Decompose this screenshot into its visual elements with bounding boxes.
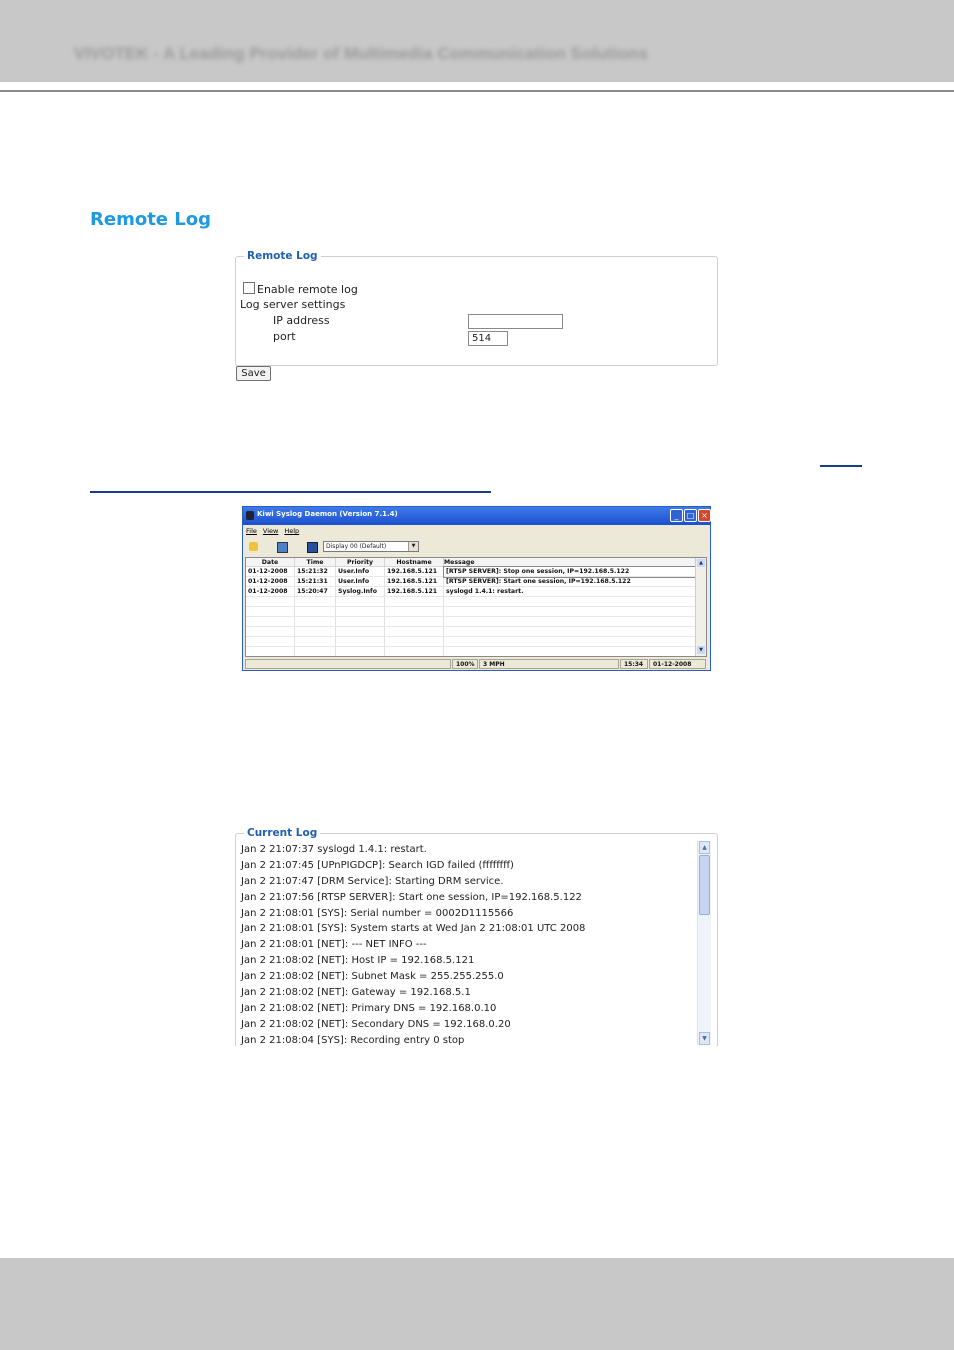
log-line: Jan 2 21:08:01 [SYS]: System starts at Wed Jan 2 21:08:01 UTC 2008	[241, 923, 586, 935]
log-line: Jan 2 21:07:45 [UPnPIGDCP]: Search IGD failed (ffffffff)	[241, 859, 514, 871]
scroll-down-icon[interactable]: ▼	[697, 646, 705, 654]
log-line: Jan 2 21:08:02 [NET]: Primary DNS = 192.168.0.10	[241, 1002, 497, 1014]
display-select-value: Display 00 (Default)	[326, 543, 387, 550]
kiwi-log-table	[246, 558, 703, 657]
enable-remote-log-checkbox[interactable]	[243, 282, 255, 294]
log-line: Jan 2 21:07:56 [RTSP SERVER]: Start one session, IP=192.168.5.122	[241, 891, 582, 903]
menu-help[interactable]: Help	[284, 527, 300, 535]
table-row	[246, 647, 703, 657]
status-segment-empty	[245, 659, 451, 669]
scroll-up-icon[interactable]: ▲	[697, 559, 705, 567]
log-line: Jan 2 21:08:01 [SYS]: Serial number = 0002D1115566	[241, 907, 514, 919]
port-input[interactable]: 514	[468, 331, 508, 346]
table-header-row	[246, 558, 703, 567]
table-row	[246, 627, 703, 637]
hyperlink-underline-continued[interactable]	[90, 491, 491, 493]
page-header	[0, 0, 954, 82]
log-line: Jan 2 21:07:37 syslogd 1.4.1: restart.	[241, 844, 427, 855]
log-line: Jan 2 21:08:01 [NET]: --- NET INFO ---	[241, 939, 427, 951]
table-row	[246, 617, 703, 627]
scroll-down-icon[interactable]: ▼	[699, 1032, 710, 1045]
scroll-up-icon[interactable]: ▲	[699, 841, 710, 854]
cell-time: 15:20:47	[295, 587, 336, 597]
table-row[interactable]	[246, 577, 703, 587]
cell-hostname: 192.168.5.121	[385, 567, 444, 577]
table-row[interactable]	[246, 567, 703, 577]
current-log-textarea[interactable]	[237, 840, 713, 1045]
status-date: 01-12-2008	[649, 659, 706, 669]
chevron-down-icon[interactable]: ▼	[408, 542, 418, 551]
kiwi-status-bar	[243, 658, 710, 670]
cell-priority: Syslog.Info	[336, 587, 385, 597]
enable-remote-log-row[interactable]	[243, 282, 358, 296]
kiwi-scrollbar[interactable]	[695, 558, 706, 656]
cell-date: 01-12-2008	[246, 587, 295, 597]
menu-view[interactable]: View	[262, 527, 279, 535]
status-rate: 3 MPH	[479, 659, 619, 669]
log-line: Jan 2 21:07:47 [DRM Service]: Starting DRM service.	[241, 875, 504, 887]
kiwi-menu-bar	[246, 527, 305, 535]
page-footer	[0, 1258, 954, 1350]
table-row	[246, 637, 703, 647]
maximize-icon[interactable]: □	[684, 509, 697, 522]
cell-message: [RTSP SERVER]: Stop one session, IP=192.168.5.122	[444, 567, 703, 577]
cell-date: 01-12-2008	[246, 577, 295, 587]
cell-time: 15:21:31	[295, 577, 336, 587]
column-header-message[interactable]: Message	[444, 558, 703, 567]
table-row[interactable]	[246, 587, 703, 597]
cell-priority: User.Info	[336, 577, 385, 587]
enable-remote-log-label: Enable remote log	[257, 283, 358, 296]
current-log-legend: Current Log	[247, 827, 318, 839]
kiwi-log-grid	[245, 557, 707, 657]
table-row	[246, 607, 703, 617]
ip-address-label: IP address	[273, 314, 330, 327]
status-percent: 100%	[452, 659, 478, 669]
current-log-scrollbar[interactable]	[697, 841, 711, 1045]
cell-hostname: 192.168.5.121	[385, 587, 444, 597]
log-server-settings-label: Log server settings	[240, 298, 346, 311]
scroll-thumb[interactable]	[699, 855, 710, 915]
crop-mask	[230, 1046, 730, 1076]
cell-priority: User.Info	[336, 567, 385, 577]
section-title: Remote Log	[90, 209, 211, 230]
remote-log-legend: Remote Log	[247, 250, 318, 262]
ip-address-input[interactable]	[468, 314, 563, 329]
hyperlink-underline[interactable]	[820, 465, 862, 467]
log-line: Jan 2 21:08:02 [NET]: Gateway = 192.168.5.1	[241, 987, 471, 999]
status-time: 15:34	[620, 659, 648, 669]
column-header-time[interactable]: Time	[295, 558, 336, 567]
save-button[interactable]: Save	[236, 366, 271, 381]
cell-hostname: 192.168.5.121	[385, 577, 444, 587]
cell-message: syslogd 1.4.1: restart.	[444, 587, 703, 597]
column-header-priority[interactable]: Priority	[336, 558, 385, 567]
kiwi-title-bar[interactable]	[243, 507, 710, 525]
log-line: Jan 2 21:08:02 [NET]: Host IP = 192.168.5.121	[241, 955, 475, 967]
header-divider	[0, 90, 954, 92]
close-icon[interactable]: ×	[698, 509, 711, 522]
port-label: port	[273, 330, 296, 343]
kiwi-toolbar	[243, 539, 710, 556]
column-header-date[interactable]: Date	[246, 558, 295, 567]
table-row	[246, 597, 703, 607]
cell-date: 01-12-2008	[246, 567, 295, 577]
kiwi-window-title: Kiwi Syslog Daemon (Version 7.1.4)	[257, 510, 398, 518]
bell-icon[interactable]	[249, 542, 258, 551]
display-icon[interactable]	[307, 542, 318, 553]
cell-message: [RTSP SERVER]: Start one session, IP=192.168.5.122	[444, 577, 703, 587]
minimize-icon[interactable]: _	[670, 509, 683, 522]
cell-time: 15:21:32	[295, 567, 336, 577]
display-select[interactable]	[323, 541, 419, 552]
menu-file[interactable]: File	[246, 527, 257, 535]
monitor-icon[interactable]	[277, 542, 288, 553]
log-line: Jan 2 21:08:04 [SYS]: Recording entry 0 stop	[241, 1034, 465, 1045]
log-line: Jan 2 21:08:02 [NET]: Secondary DNS = 192.168.0.20	[241, 1018, 511, 1030]
kiwi-syslog-window	[242, 506, 711, 671]
log-line: Jan 2 21:08:02 [NET]: Subnet Mask = 255.255.255.0	[241, 971, 504, 983]
current-log-lines	[241, 842, 585, 1045]
kiwi-app-icon	[246, 511, 254, 520]
column-header-hostname[interactable]: Hostname	[385, 558, 444, 567]
header-title: VIVOTEK - A Leading Provider of Multimedia Communication Solutions	[74, 44, 648, 63]
